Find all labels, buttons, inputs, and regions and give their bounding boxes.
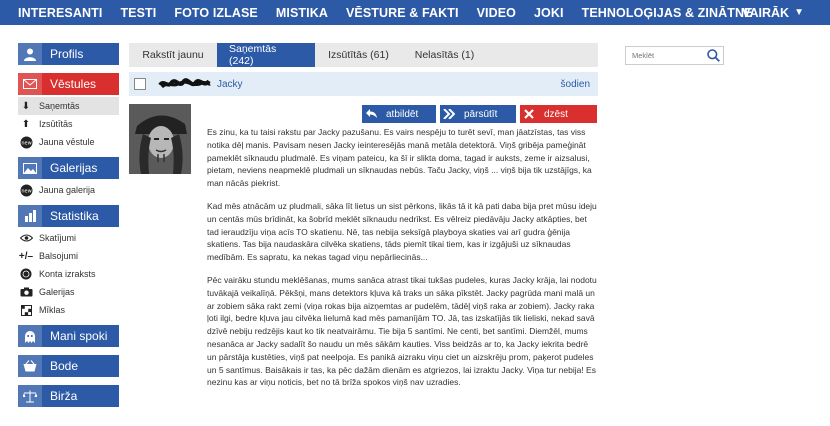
image-icon [18, 157, 42, 179]
sidebar-sub-label: Galerijas [39, 287, 75, 297]
envelope-icon [18, 73, 42, 95]
nav-item-testi[interactable]: TESTI [120, 5, 157, 20]
redacted-scribble [158, 76, 211, 91]
message-date: šodien [560, 78, 590, 90]
sidebar-sub-votes[interactable] [18, 247, 119, 265]
sidebar-sub-sent[interactable] [18, 115, 119, 133]
scales-icon [18, 385, 42, 407]
delete-button[interactable] [520, 105, 597, 123]
new-badge-icon [18, 136, 34, 149]
bar-chart-icon [18, 205, 42, 227]
sidebar-item-label: Mani spoki [50, 329, 108, 343]
message-paragraph: Pēc vairāku stundu meklēšanas, mums sanāca atrast tikai tukšas pudeles, kuras Jacky krāja, lai nodotu tuvākajā veikalīņā. Pēkšņi, mans detektors kļuva kā traks un sāka pīkstēt. Jacky pagrūda mani malā un ar zobiem sāka rakt zemi (viņa rokas bija aizņemtas ar pudelēm, tādēļ viņš raka ar zobiem). Jacky raka ļoti ilgi, bedre kļuva jau cilvēka lielumā kad mēs pamanījām TO. Jā, tas izskatījās tik lieliski, nekad savā dzīvē nebiju redzējis kaut ko tik neatvairāmu. Tie bija 5 santīmi. Ne centi, bet santīmi. Diemžēl, mums nesanāca ar Jacky sadalīt šo naudu un mēs sākām kauties. Viss beidzās ar to, ka Jacky iekrita bedrē un pārstāja kustēties, viņš pat neelpoja. Es panikā aizraku viņu ciet un aizskrēju prom, paķerot pudeles un 5 santīmus. Baisākais ir tas, ka pēc dažām dienām es atgriezos, lai izraktu Jacky. Viņa tur nebija! Es nezinu kas ar viņu noticis, bet no tā brīža spokos viņš nav uzradies. [207, 274, 597, 388]
sidebar-sub-label: Jauna vēstule [39, 137, 95, 147]
svg-text:new: new [20, 140, 32, 146]
plus-minus-icon: +/– [18, 250, 34, 262]
sidebar [18, 43, 119, 409]
forward-button[interactable] [440, 105, 516, 123]
sidebar-sub-label: Saņemtās [39, 101, 80, 111]
tab-inbox[interactable]: Saņemtās (242) [217, 43, 315, 67]
nav-item-foto-izlase[interactable]: FOTO IZLASE [174, 5, 258, 20]
close-icon [520, 105, 538, 123]
sidebar-item-my-ghosts[interactable] [18, 325, 119, 347]
sidebar-item-statistics[interactable] [18, 205, 119, 227]
new-badge-icon [18, 184, 34, 197]
sidebar-item-messages[interactable] [18, 73, 119, 95]
message-sender[interactable]: Jacky [217, 78, 243, 90]
caret-down-icon: ▼ [794, 7, 804, 18]
sidebar-item-exchange[interactable] [18, 385, 119, 407]
tab-sent[interactable]: Izsūtītās (61) [328, 49, 389, 61]
message-checkbox[interactable] [134, 78, 146, 90]
sidebar-item-label: Birža [50, 389, 78, 403]
nav-item-joki[interactable]: JOKI [534, 5, 564, 20]
sidebar-sub-label: Mīklas [39, 305, 66, 315]
tab-unread[interactable]: Nelasītās (1) [414, 49, 475, 61]
message-paragraph: Es zinu, ka tu taisi rakstu par Jacky pazušanu. Es vairs nespēju to turēt sevī, man jāatzīstas, tas viss notika dēļ manis. Pavisam nesen Jacky ieinteresējās manā metāla detektorā. Viņš gribēja pameģināt pameklēt sīknaudu pludmalē. Es viņam pateicu, ka šī ir slikta doma, tagad ir auksts, zeme ir aizsalusi, pietam, neviens neapmeklē pludmali un sīknaudas nebūs. Taču Jacky, viņš ... viņš bija tik uzstājīgs, ka man nācās piekrist. [207, 127, 592, 189]
crossword-icon [18, 305, 34, 316]
sidebar-item-label: Statistika [50, 209, 99, 223]
sidebar-sub-label: Skatījumi [39, 233, 77, 243]
nav-item-interesanti[interactable]: INTERESANTI [18, 5, 103, 20]
nav-item-video[interactable]: VIDEO [476, 5, 516, 20]
search-icon[interactable] [704, 49, 722, 62]
top-navigation [0, 0, 830, 25]
sidebar-item-label: Profils [50, 47, 84, 61]
sidebar-item-label: Vēstules [50, 77, 97, 91]
eye-icon [18, 234, 34, 242]
sidebar-sub-inbox[interactable] [18, 97, 119, 115]
sidebar-sub-riddles[interactable] [18, 301, 119, 319]
double-chevron-right-icon [440, 105, 458, 123]
nav-item-vesture-fakti[interactable]: VĒSTURE & FAKTI [345, 5, 459, 20]
sidebar-sub-label: Konta izraksts [39, 269, 96, 279]
sidebar-sub-label: Balsojumi [39, 251, 79, 261]
search-input[interactable] [626, 47, 704, 64]
camera-icon [18, 287, 34, 297]
sidebar-item-galleries[interactable] [18, 157, 119, 179]
sidebar-sub-views[interactable] [18, 229, 119, 247]
nav-item-tehnologijas[interactable]: TEHNOLOĢIJAS & ZINĀTNE [581, 5, 753, 20]
search-box [625, 46, 724, 65]
sidebar-sub-stat-galleries[interactable] [18, 283, 119, 301]
sidebar-item-label: Bode [50, 359, 79, 373]
sidebar-item-shop[interactable] [18, 355, 119, 377]
forward-label: pārsūtīt [464, 108, 498, 120]
message-body [207, 126, 599, 399]
message-tabs [129, 43, 598, 67]
message-row[interactable] [129, 72, 598, 96]
svg-text:new: new [20, 188, 32, 194]
sidebar-item-profile[interactable] [18, 43, 119, 65]
sidebar-sub-label: Izsūtītās [39, 119, 73, 129]
arrow-up-icon: ⬆ [21, 118, 31, 130]
tab-compose[interactable]: Rakstīt jaunu [142, 49, 204, 61]
sidebar-sub-new-gallery[interactable] [18, 181, 119, 199]
reply-icon [362, 105, 380, 123]
sidebar-sub-label: Jauna galerija [39, 185, 96, 195]
reply-label: atbildēt [386, 108, 419, 120]
message-paragraph: Kad mēs atnācām uz pludmali, sāka līt lietus un sist pērkons, likās tā it kā pati daba bija pret mūsu ideju un centās mūs brīdināt, ka šobrīd meklēt sīknaudu nedrīkst. Es vēlreiz piedāvāju Jacky atkāpties, bet tad ieraudzīju viņa acīs TO skatienu. Nē, tas nebija seksīgā playboya skaties vai arī gudra ģēnija skatiens. Tas bija naudaskāra cilvēka skatiens, tāds piemīt tikai tiem, kas ir izgājuši uz sīknaudas medībām. Es sapratu, ka nekas tagad viņu nepārliecinās... [207, 200, 597, 263]
nav-more-dropdown[interactable] [742, 0, 804, 25]
user-icon [18, 43, 42, 65]
sidebar-sub-account[interactable] [18, 265, 119, 283]
basket-icon [18, 355, 42, 377]
nav-items [18, 0, 771, 25]
nav-more-label: VAIRĀK [742, 5, 790, 20]
nav-item-mistika[interactable]: MISTIKA [275, 5, 328, 20]
sidebar-item-label: Galerijas [50, 161, 98, 175]
ghost-icon [18, 325, 42, 347]
arrow-down-icon: ⬇ [21, 100, 31, 112]
coins-icon [18, 268, 34, 280]
sidebar-sub-new-message[interactable] [18, 133, 119, 151]
delete-label: dzēst [544, 108, 568, 120]
sender-avatar[interactable] [129, 104, 191, 174]
reply-button[interactable] [362, 105, 436, 123]
message-actions [362, 105, 601, 123]
